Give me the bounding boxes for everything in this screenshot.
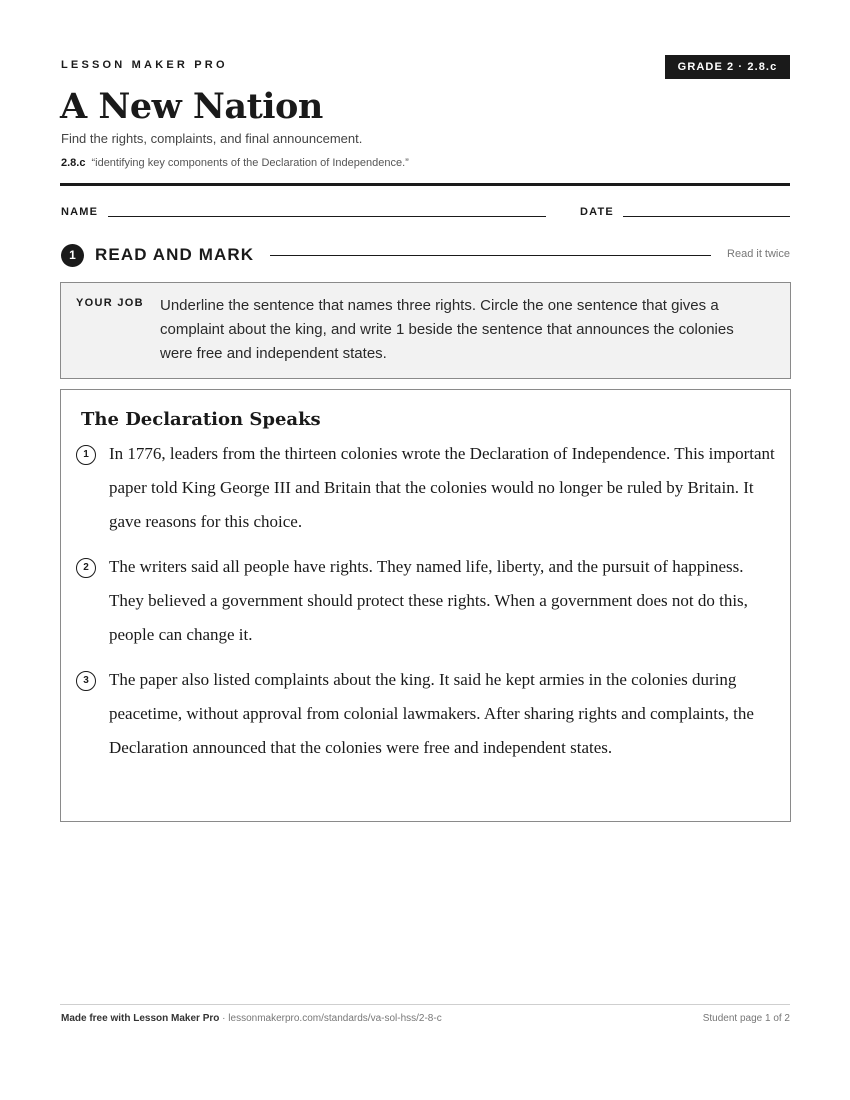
paragraph-number: 3 xyxy=(76,671,96,691)
footer-divider xyxy=(60,1004,790,1005)
paragraph-text: In 1776, leaders from the thirteen colonies wrote the Declaration of Independence. This important paper told King George III and Britain that the colonies would no longer be ruled by Britain. It gave reasons for this choice. xyxy=(109,444,775,531)
paragraph-number: 2 xyxy=(76,558,96,578)
standard-code: 2.8.c xyxy=(61,157,86,169)
name-label: NAME xyxy=(61,206,99,218)
job-instructions: Underline the sentence that names three rights. Circle the one sentence that gives a complaint about the king, and write 1 beside the sentence that announces the colonies were free and independent states. xyxy=(160,297,734,362)
section-divider xyxy=(270,255,711,256)
brand-wordmark: LESSON MAKER PRO xyxy=(61,59,228,71)
paragraph-text: The paper also listed complaints about the king. It said he kept armies in the colonies during peacetime, without approval from colonial lawmakers. After sharing rights and complaints, the Declaration announced that the colonies were free and independent states. xyxy=(109,670,754,757)
page-title: A New Nation xyxy=(60,86,323,127)
header-divider xyxy=(60,183,790,186)
footer-separator: · xyxy=(219,1013,229,1024)
date-label: DATE xyxy=(580,206,614,218)
section-note: Read it twice xyxy=(727,248,790,260)
section-title: READ AND MARK xyxy=(95,245,255,264)
page-subtitle: Find the rights, complaints, and final announcement. xyxy=(61,131,363,146)
paragraph-number: 1 xyxy=(76,445,96,465)
passage-title: The Declaration Speaks xyxy=(81,409,321,430)
job-label: YOUR JOB xyxy=(76,297,144,309)
paragraph-text: The writers said all people have rights. They named life, liberty, and the pursuit of happiness. They believed a government should protect these rights. When a government does not do this, people can change it. xyxy=(109,557,748,644)
footer-page-number: Student page 1 of 2 xyxy=(702,1013,790,1024)
date-line[interactable] xyxy=(623,216,790,217)
standard-text: “identifying key components of the Declaration of Independence.” xyxy=(91,157,409,169)
name-line[interactable] xyxy=(108,216,546,217)
footer-url[interactable]: lessonmakerpro.com/standards/va-sol-hss/2-8-c xyxy=(228,1013,442,1024)
section-number-badge: 1 xyxy=(61,244,84,267)
job-box xyxy=(60,282,791,379)
footer-credit xyxy=(61,1013,442,1024)
standard-line xyxy=(61,157,409,169)
reading-passage xyxy=(60,389,791,822)
footer-made-with: Made free with Lesson Maker Pro xyxy=(61,1013,220,1024)
grade-badge: GRADE 2 · 2.8.c xyxy=(665,55,790,79)
